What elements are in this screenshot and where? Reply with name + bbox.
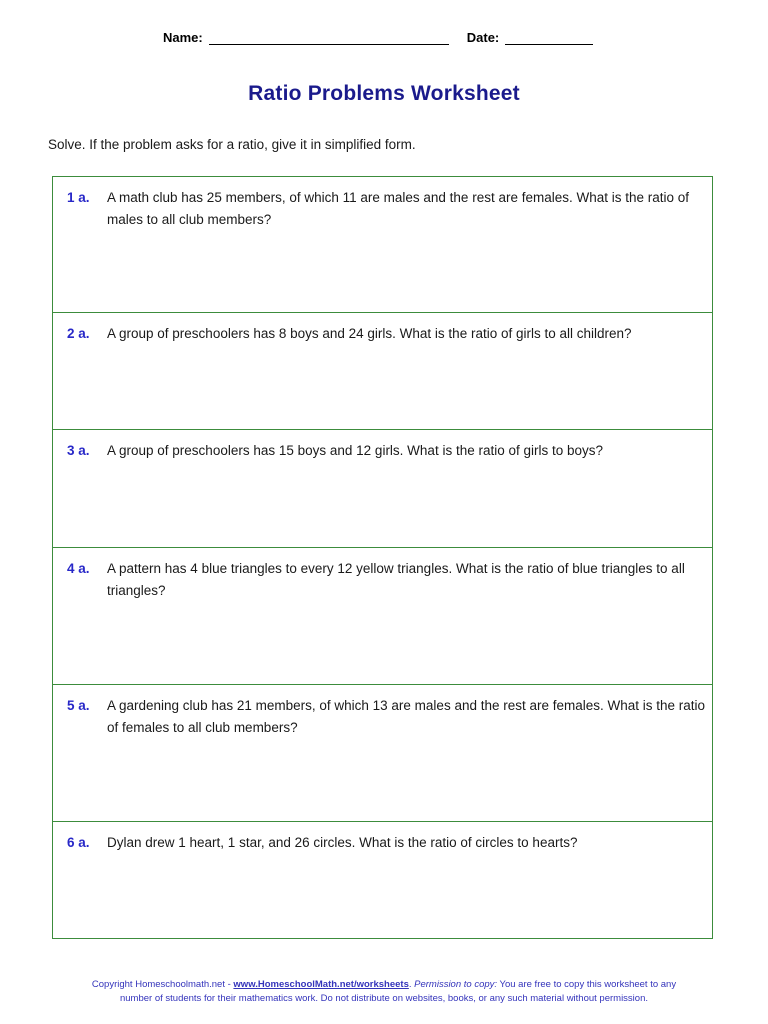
name-label: Name:: [163, 30, 203, 45]
problem-number: 1 a.: [67, 190, 90, 205]
problem-number: 3 a.: [67, 443, 90, 458]
date-blank-line: [505, 30, 593, 45]
problem-text: A gardening club has 21 members, of which 13 are males and the rest are females. What is the ratio of females to all club members?: [107, 698, 706, 735]
problem-box-1: [52, 176, 713, 313]
problem-text: Dylan drew 1 heart, 1 star, and 26 circles. What is the ratio of circles to hearts?: [107, 835, 578, 850]
problem-box-5: [52, 684, 713, 822]
problem-number: 6 a.: [67, 835, 90, 850]
problems-list: [52, 176, 713, 939]
problem-number: 5 a.: [67, 698, 90, 713]
problem-text: A pattern has 4 blue triangles to every 12 yellow triangles. What is the ratio of blue triangles to all triangles?: [107, 561, 685, 598]
problem-box-6: [52, 821, 713, 939]
name-blank-line: [209, 30, 449, 45]
footer-line-1: [0, 978, 768, 992]
name-date-row: [163, 30, 593, 45]
copyright-text: Copyright Homeschoolmath.net -: [91, 979, 234, 990]
date-label: Date:: [466, 30, 500, 45]
footer-separator: .: [408, 979, 415, 990]
problem-text: A group of preschoolers has 8 boys and 24 girls. What is the ratio of girls to all children?: [107, 326, 632, 341]
page-title: Ratio Problems Worksheet: [248, 82, 520, 105]
worksheets-link[interactable]: www.HomeschoolMath.net/worksheets: [233, 979, 409, 990]
problem-box-2: [52, 312, 713, 430]
copyright-footer: [0, 978, 768, 1006]
problem-text: A group of preschoolers has 15 boys and 12 girls. What is the ratio of girls to boys?: [107, 443, 604, 458]
problem-box-4: [52, 547, 713, 685]
footer-line-2: number of students for their mathematics work. Do not distribute on websites, books, or any such material without permission.: [119, 993, 648, 1004]
instruction-text: Solve. If the problem asks for a ratio, give it in simplified form.: [48, 137, 416, 152]
problem-box-3: [52, 429, 713, 548]
problem-number: 2 a.: [67, 326, 90, 341]
permission-label: Permission to copy:: [414, 979, 498, 990]
permission-text: You are free to copy this worksheet to any: [497, 979, 677, 990]
problem-text: A math club has 25 members, of which 11 are males and the rest are females. What is the ratio of males to all club members?: [107, 190, 690, 227]
problem-number: 4 a.: [67, 561, 90, 576]
